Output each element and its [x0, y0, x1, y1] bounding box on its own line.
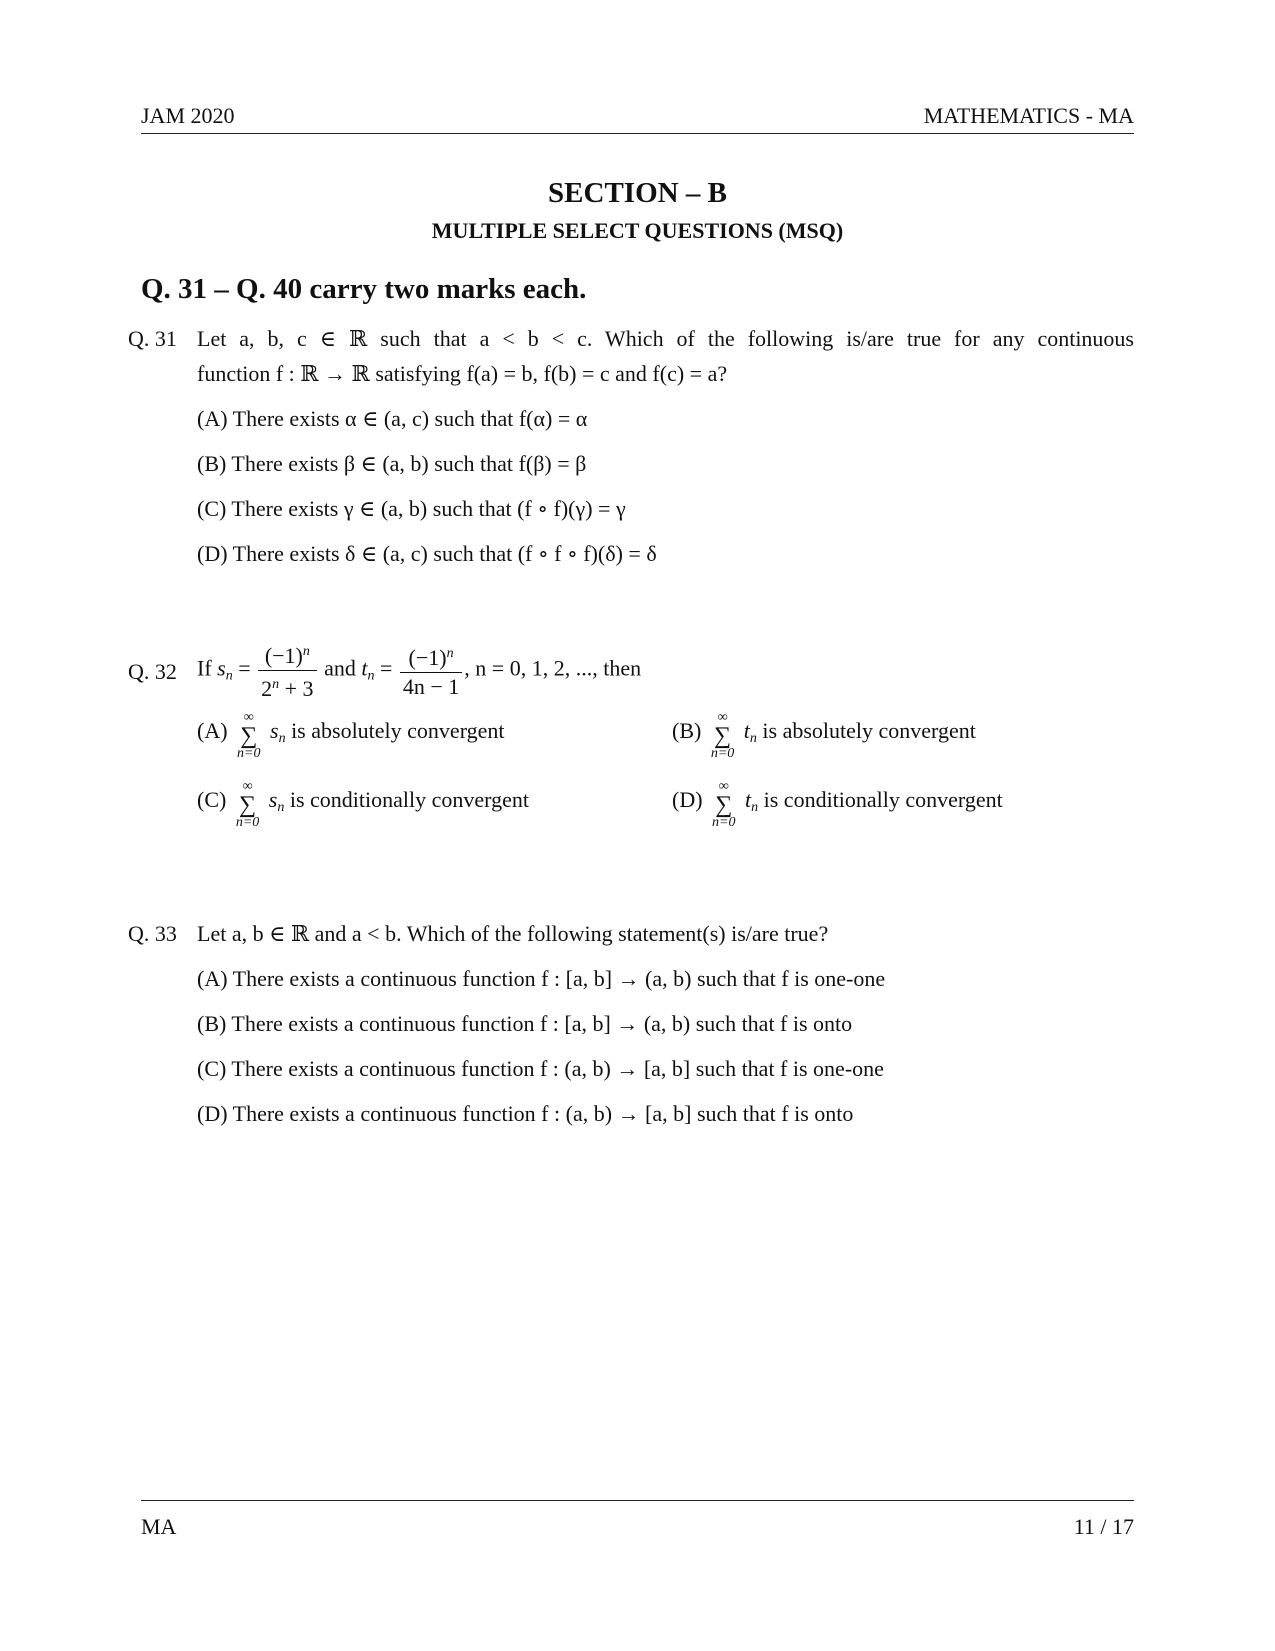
sum-upper: ∞: [717, 710, 728, 725]
q32-option-a-label: (A): [197, 718, 228, 744]
q32-option-a-sub: n: [278, 731, 286, 747]
q33-option-c: (C) There exists a continuous function f : (a, b) → [a, b] such that f is one-one: [197, 1056, 884, 1081]
sum-upper: ∞: [243, 710, 254, 725]
sum-sigma: ∑: [714, 723, 732, 749]
q32-t-fraction: [400, 640, 462, 701]
q32-option-d-sub: n: [751, 800, 759, 816]
q32-option-d-term: t: [745, 787, 752, 813]
q32-and: and: [324, 655, 356, 681]
summation-symbol: [236, 780, 259, 830]
section-subtitle: MULTIPLE SELECT QUESTIONS (MSQ): [431, 218, 844, 243]
q32-s-label: s: [217, 655, 226, 681]
q32-option-b-label: (B): [672, 718, 702, 744]
page-number: 11 / 17: [1073, 1514, 1134, 1539]
footer-paper-code: MA: [141, 1514, 177, 1539]
q32-s-numerator-exp: n: [302, 644, 310, 659]
q32-option-b: [672, 708, 976, 761]
summation-symbol: [711, 711, 734, 761]
q31-option-b: (B) There exists β ∈ (a, b) such that f(β) = β: [197, 451, 587, 476]
q32-t-sub: n: [367, 668, 375, 684]
q32-option-a-text: is absolutely convergent: [291, 718, 505, 744]
q32-s-denominator-base: 2: [261, 676, 273, 701]
q31-option-a: (A) There exists α ∈ (a, c) such that f(α) = α: [197, 406, 588, 431]
q32-t-numerator-exp: n: [446, 646, 454, 661]
q32-option-b-sub: n: [749, 731, 757, 747]
q33-option-a: (A) There exists a continuous function f : [a, b] → (a, b) such that f is one-one: [197, 966, 886, 991]
q32-s-denominator-rest: + 3: [279, 676, 314, 701]
section-title: SECTION – B: [548, 177, 727, 209]
q31-option-c: (C) There exists γ ∈ (a, b) such that (f ∘ f)(γ) = γ: [197, 496, 626, 521]
sum-sigma: ∑: [239, 792, 257, 818]
q31-option-d: (D) There exists δ ∈ (a, c) such that (f ∘ f ∘ f)(δ) = δ: [197, 541, 657, 566]
q32-if: If: [197, 655, 212, 681]
sum-upper: ∞: [718, 779, 729, 794]
q32-s-fraction: [258, 638, 316, 703]
q33-option-d: (D) There exists a continuous function f : (a, b) → [a, b] such that f is onto: [197, 1101, 854, 1126]
sum-lower: n=0: [235, 815, 260, 830]
q33-number: Q. 33: [128, 921, 177, 946]
q32-s-numerator: (−1): [264, 643, 303, 668]
sum-sigma: ∑: [715, 792, 733, 818]
q32-option-a: [197, 708, 505, 761]
sum-sigma: ∑: [240, 723, 258, 749]
q32-s-sub: n: [225, 668, 233, 684]
q31-text-line1: Let a, b, c ∈ ℝ such that a < b < c. Which of the following is/are true for any continuous: [197, 326, 1134, 351]
marks-note: Q. 31 – Q. 40 carry two marks each.: [141, 273, 587, 305]
q32-option-b-text: is absolutely convergent: [762, 718, 976, 744]
summation-symbol: [712, 780, 735, 830]
q32-number: Q. 32: [128, 659, 177, 684]
q32-equals-1: =: [238, 655, 251, 681]
sum-lower: n=0: [237, 746, 261, 761]
sum-lower: n=0: [710, 746, 735, 761]
q32-option-c: [197, 777, 529, 830]
q32-option-d-label: (D): [672, 787, 703, 813]
q32-t-denominator: 4n − 1: [402, 674, 460, 699]
header-rule: [141, 133, 1134, 134]
q32-option-d-text: is conditionally convergent: [763, 787, 1003, 813]
q32-statement: [197, 638, 641, 703]
q32-tail: , n = 0, 1, 2, ..., then: [464, 655, 642, 681]
q32-s-denominator-exp: n: [272, 677, 280, 692]
sum-upper: ∞: [242, 779, 253, 794]
q31-text-line2: function f : ℝ → ℝ satisfying f(a) = b, f(b) = c and f(c) = a?: [197, 361, 728, 386]
sum-lower: n=0: [712, 815, 736, 830]
q31-number: Q. 31: [128, 326, 177, 351]
q32-option-a-term: s: [270, 718, 279, 744]
header-exam-name: JAM 2020: [141, 103, 235, 128]
q32-option-c-label: (C): [197, 787, 227, 813]
q32-equals-2: =: [379, 655, 393, 681]
q32-option-d: [672, 777, 1003, 830]
footer-rule: [141, 1500, 1134, 1501]
q33-text: Let a, b ∈ ℝ and a < b. Which of the following statement(s) is/are true?: [197, 921, 829, 946]
q32-t-label: t: [361, 655, 368, 681]
q32-t-numerator: (−1): [408, 645, 447, 670]
q32-option-b-term: t: [743, 718, 750, 744]
header-subject: MATHEMATICS - MA: [923, 103, 1134, 128]
q32-option-c-text: is conditionally convergent: [289, 787, 529, 813]
q32-option-c-sub: n: [277, 800, 285, 816]
summation-symbol: [237, 711, 260, 761]
q32-option-c-term: s: [268, 787, 278, 813]
q33-option-b: (B) There exists a continuous function f : [a, b] → (a, b) such that f is onto: [197, 1011, 853, 1036]
